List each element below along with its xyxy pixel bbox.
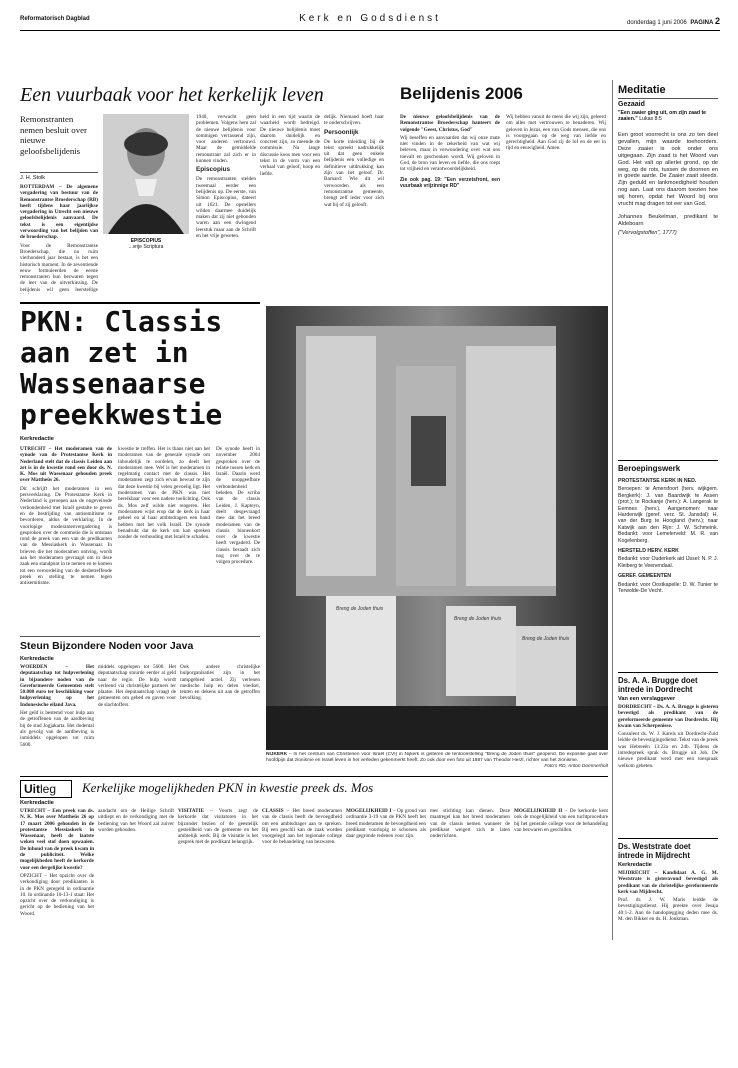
section-name: Kerk en Godsdienst — [299, 13, 441, 24]
classis-subheading: CLASSIS — [262, 808, 284, 814]
brugge-body: DORDRECHT – Ds. A. A. Brugge is gisteren bevestigd als predikant van de gereformeerde gemeente van Dordrecht. Hij kwam van Scherpenisse. Consulent ds. W. J. Karels uit Dordrecht-Zuid leidde de bevestigingsdienst. Tekst van de preek was Hebreeën 13:22a en 24b. Tijdens de intredepreek sprak ds. Brugge uit Job. De nieuwe predikant werd met een toespraak welkom geheten. — [618, 704, 718, 769]
weststrate-body: MIJDRECHT – Kandidaat A. G. M. Weststrate is gisteravond bevestigd als predikant van de christelijke gereformeerde kerk van Mijdrecht. Prof. dr. J. W. Maris leidde de bevestigingsdienst. Hij preekte over Jesaja 40:1-2. Aan de handoplegging deden mee ds. M. den Bikker en ds. H. Jonkman. — [618, 870, 718, 923]
java-top-rule — [20, 636, 260, 637]
pkn-beroep-heading: PROTESTANTSE KERK IN NED. — [618, 478, 697, 484]
sidebar-divider — [612, 80, 613, 940]
meditatie-rule — [618, 98, 718, 99]
belijdenis-source: Zie ook pag. 19: "Een verzetsfront, een vuurbaak vrijzinnige RD" — [400, 176, 500, 189]
portrait-caption — [103, 238, 189, 250]
sign-3: Breng de Joden thuis — [522, 636, 570, 642]
geref-heading: GEREF. GEMEENTEN — [618, 573, 672, 580]
mogelijkheid1-subheading: MOGELIJKHEID I — [346, 808, 392, 814]
belijdenis-column-2: Wij hebben vanuit de mens die wij zijn, geleerd om alles met vertrouwen te benaderen. Wij geloven in Jezus, een van Gods mensen, die ons is voorgegaan op de weg van liefde en gerechtigheid. Aan God zij de lof en de eer in tijd en eeuwigheid. Amen. — [506, 114, 606, 152]
episcopius-portrait — [103, 114, 189, 234]
article1-column-3: heid in een tijd waarin de waarheid wordt bedreigd. De nieuwe belijdenis moet daarom duidelijk en concreet zijn, zo meende de commissie. Na lange discussie koos men voor een tekst in de vorm van een verhaal van geloof, hoop en liefde. — [260, 114, 320, 177]
page-header — [20, 12, 720, 28]
beroep-heading: Beroepingswerk — [618, 460, 718, 473]
java-kicker: Kerkredactie — [20, 656, 54, 662]
sign-2: Breng de Joden thuis — [454, 616, 502, 622]
pkn-column-2: kwestie te treffen. Het is thans niet aan het moderamen van de generale synode om inhoudelijk te oordelen, zo deelt het moderamen mee. Wel is het moderamen in regelmatig contact met de classis. Het moderamen zegt zich ervan bewust te zijn dat deze kwestie bij velen gevoelig ligt. Het moderamen van de PKN was niet bereikbaar voor een nadere toelichting. Ook ds. Mos zelf wilde niet reageren. Het moderamen wijst erop dat de kerk in haar geheel en al haar ambtsdragers een band hebben met het volk Israël. De synode benadrukt dat de kerk om kan spreken zonder de verhouding met Israël te schaden. — [118, 446, 210, 541]
uitleg-column-6: met stichting kan dienen. Deze maatregel kan het breed moderamen van de classis nemen wanneer de predikant weigert zich te laten onderrichten. — [430, 808, 510, 840]
uitleg-lead: UTRECHT – Een preek van ds. N. K. Mos over Mattheüs 26 op 17 maart 2006 gehouden in de protestantse Messiaskerk in Wassenaar, heeft de laatste weken veel stof doen opwaaien. De inhoud van de preek kwam in de publiciteit. Welke mogelijkheden heeft de kerkorde voor een dergelijke kwestie? — [20, 808, 94, 871]
article1-lead: ROTTERDAM – De algemene vergadering van bestuur van de Remonstrantse Broederschap (RB) heeft tijdens haar jaarlijkse vergadering in Utrecht een nieuwe geloofsbelijdenis aanvaard. De tekst is een eigentijdse verwoording van het belijden van de broederschap. — [20, 184, 98, 241]
pkn-body: Dit schrijft het moderamen in een persverklaring. De Protestantse Kerk in Nederland is geroepen aan de ongeveinsde verbondenheid met Israël gestalte te geven en de bestrijding van antisemitisme te bevorderen, aldus de verklaring. In de voorlopige moderamenvergadering is gesproken over de commotie die is ontstaan rond de preek van een van de predikanten van de Messiaskerk in Wassenaar. In brieven die het moderamen ontving, wordt aan het moderamen gevraagd om in deze zaak een standpunt in te nemen en te komen tot een veroordeling van de desbetreffende preek en stelling te nemen tegen antisemitisme. — [20, 485, 112, 587]
pkn-column-3: De synode heeft in november 2004 gesproken over de relatie tussen kerk en Israël. Daarin werd de onopgeefbare verbondenheid beleden. De scriba van de classis Leiden, J. Kapteyn, deelt desgevraagd mee dat het breed moderamen van de classis binnenkort over de kwestie heeft vergaderd. De classis beraadt zich nog over de te volgen procedure. — [216, 446, 260, 566]
pkn-top-rule — [20, 302, 260, 304]
meditatie-quote: "Een zaaier ging uit, om zijn zaad te zaaien." Lukas 8:5 — [618, 110, 707, 123]
belijdenis-column-1: De nieuwe geloofsbelijdenis van de Remonstrantse Broederschap hanteert de volgende "Geest, Christus, God" Wij beseffen en aanvaarden dat wij onze mate niet vinden in de zekerheid van wat wij beleven, maar in verwondering over wat ons toevalt en geschonken wordt. Wij geloven in God, de bron van leven en liefde, die ons roept tot vrijheid en verantwoordelijkheid. Zie ook pag. 19: "Een verzetsfront, een vuurbaak vrijzinnige RD" — [400, 114, 500, 189]
java-column-1: WOERDEN – Het deputaatschap tot hulpverlening in bijzondere noden van de Gereformeerde Gemeenten stelt 50.000 euro ter beschikking voor hulpverlening op het Indonesische eiland Java. Het geld is bestemd voor hulp aan de getroffenen van de aardbeving bij de stad Jogjakarta. Het dodental als gevolg van de aardbeving is inmiddels opgelopen tot ruim 5600. — [20, 664, 94, 748]
article1-headline: Een vuurbaak voor het kerkelijk leven — [20, 84, 324, 106]
uitleg-column-5: MOGELIJKHEID I – Op grond van ordinantie 3-19 van de PKN heeft het breed moderamen de bevoegdheid een predikant voorlopig te schorsen als daar gegronde redenen voor zijn. — [346, 808, 426, 840]
persoonlijk-subheading: Persoonlijk — [324, 128, 359, 136]
portrait-image — [103, 114, 189, 234]
header-rule — [20, 30, 720, 31]
beroep-list: PROTESTANTSE KERK IN NED. Beroepen: te Amersfoort (herv. wijkgem. Bergkerk): J. van Baardwijk te Assen (prot.); te Rockanje (herv.): A. Langerak te Eemnes (herv.). Aangenomen: naar Harderwijk (geref. verz. St. Jansdal): H. van der Burg te Hoogland (herv.); naar Katwijk aan den Rijn: J. W. Schmeink. Bedankt: voor Lemelerveld: M. R. van Kogelenberg. HERSTELD HERV. KERK Bedankt: voor Ouderkerk aid IJssel: N. P. J. Kleiberg te Veenendaal. GEREF. GEMEENTEN Bedankt: voor Oostkapelle: D. W. Tunier te Terwolde-De Vecht. — [618, 478, 718, 595]
brugge-kicker: Van een verslaggever — [618, 696, 676, 702]
visitatie-subheading: VISITATIE — [178, 808, 205, 814]
pkn-kicker: Kerkredactie — [20, 436, 54, 442]
belijdenis-intro: De nieuwe geloofsbelijdenis van de Remonstrantse Broederschap hanteert de volgende "Geest, Christus, God" — [400, 114, 500, 133]
meditatie-body: Een groot voorrecht is ons zo ten deel gevallen, mijn waarde toehoorders. Deze zaaier is ook onder ons uitgegaan. Zijn zaad is het Woord van God. Het valt op allerlei grond, op de weg, op de rots, tussen de doornen en in goede aarde. De Zaaier zaait steeds. Zijn geduld en lankmoedigheid houden nog aan. Laat ons daarom toezien hoe wij horen, opdat het Woord bij ons vrucht mag dragen tot eer van God. Johannes Beukelman, predikant te Aldeboarn ("Vervolgstoffen", 1777) — [618, 132, 718, 236]
belijdenis-heading: Belijdenis 2006 — [400, 84, 523, 103]
pkn-lead: UTRECHT – Het moderamen van de synode van de Protestantse Kerk in Nederland stelt dat de classis Leiden aan zet is in de kwestie rond een door ds. N. K. Mos uit Wassenaar gehouden preek over Mattheüs 26. — [20, 446, 112, 484]
portrait-caption-name: EPISCOPIUS — [130, 238, 162, 244]
article1-column-4: delijk. Niemand hoeft haar te onderschrijven. Persoonlijk De korte inleiding bij de tekst spreekt nadrukkelijk uit dat geen enkele belijdenis een volledige en definitieve uitdrukking kan zijn van het geloof. Dr. Barnard: Wie dit wil verwoorden als een remonstrantse gemeente, brengt zelf ieder voor zich wat bij of zij gelooft. — [324, 114, 384, 208]
meditatie-ref: Lukas 8:5 — [639, 116, 662, 123]
meditatie-title: Gezaaid — [618, 101, 645, 108]
java-lead: WOERDEN – Het deputaatschap tot hulpverlening in bijzondere noden van de Gereformeerde Gemeenten stelt 50.000 euro ter beschikking voor hulpverlening op het Indonesische eiland Java. — [20, 664, 94, 708]
portrait-caption-sub: ...vrije Scriptura — [128, 244, 164, 250]
photo-credit: Foto's RD, Anton Dommerholt — [544, 764, 608, 769]
article1-subhead-rule — [20, 172, 98, 173]
uitleg-column-4: CLASSIS – Het breed moderamen van de classis heeft de bevoegdheid om een ambtsdrager aan te spreken. Bij een geschil kan de zaak worden voorgelegd aan het regionale college voor de behandeling van bezwaren. — [262, 808, 342, 846]
java-column-2: middels opgelopen tot 5600. Het deputaatschap stuurde eerder al geld naar de regio. De hulp wordt verleend via christelijke partners ter plaatse. Het deputaatschap vraagt de gemeenten om gebed en gaven voor de slachtoffers. — [98, 664, 176, 708]
uitleg-column-3: VISITATIE – Voorts zegt de kerkorde dat visitatoren in het bijzonder bezien of de geestelijk gesteldheid van de gemeente en het ambtelijk werk. Bij de visitatie is het gesprek met de predikant belangrijk. — [178, 808, 258, 846]
java-column-3: Ook andere christelijke hulporganisaties zijn in het rampgebied actief. Zij verlenen medische hulp en delen voedsel, tenten en dekens uit aan de getroffen bevolking. — [180, 664, 260, 702]
uitleg-badge: Uitleg — [20, 780, 72, 798]
brugge-heading: Ds. A. A. Brugge doet intrede in Dordrecht — [618, 672, 718, 694]
uitleg-top-rule — [20, 776, 608, 777]
hhk-heading: HERSTELD HERV. KERK — [618, 548, 679, 555]
exhibition-photo-image — [266, 306, 608, 750]
meditatie-heading: Meditatie — [618, 84, 666, 96]
article1-column-1 — [20, 184, 98, 294]
exhibition-photo-caption: NIJKERK – In het centrum van Christenen voor Israël (CVI) in Nijkerk is gisteren de tentoonstelling "Breng de Joden thuis" geopend. De expositie gaat over hoofdpijn dat zionisme en Israël leven in het verleden gekenmerkt heeft. Zo ook door een foto uit 1887 van Theodor Herzl, richter van het zionisme. Foto's RD, Anton Dommerholt — [266, 752, 608, 769]
belijdenis-box — [398, 84, 608, 296]
exhibition-photo — [266, 306, 608, 750]
weststrate-heading: Ds. Weststrate doet intrede in Mijdrecht — [618, 838, 718, 860]
article1-byline: J. H. Stolk — [20, 175, 46, 181]
meditatie-author: Johannes Beukelman, predikant te Aldeboarn — [618, 213, 718, 227]
uitleg-headline: Kerkelijke mogelijkheden PKN in kwestie preek ds. Mos — [82, 780, 374, 795]
weststrate-kicker: Kerkredactie — [618, 862, 652, 868]
uitleg-column-2: aandacht om de Heilige Schrift uitdiept en de verkondiging met de bediening van het Woord zal zuiver worden gehouden. — [98, 808, 174, 833]
meditatie-source: ("Vervolgstoffen", 1777) — [618, 229, 677, 236]
article1-body: Voor de Remonstrantse Broederschap, die nu ruim vierhonderd jaar bestaat, is het een historisch moment. In de zeventiende eeuw formuleerden de eerste remonstranten hun bezwaren tegen de leer van de uitverkiezing. De belijdenis wil geen leerstellige — [20, 242, 98, 293]
pkn-column-1 — [20, 446, 112, 632]
uitleg-kicker: Kerkredactie — [20, 800, 54, 806]
sign-1: Breng de Joden thuis — [336, 606, 384, 612]
publication-name: Reformatorisch Dagblad — [20, 16, 90, 22]
uitleg-column-1: UTRECHT – Een preek van ds. N. K. Mos over Mattheüs 26 op 17 maart 2006 gehouden in de protestantse Messiaskerk in Wassenaar, heeft de laatste weken veel stof doen opwaaien. De inhoud van de preek kwam in de publiciteit. Welke mogelijkheden heeft de kerkorde voor een dergelijke kwestie? OPZICHT – Het opzicht over de verkondiging door predikanten is in de PKN geregeld in ordinantie 10. In ordinantie 10-13-1 staat: Het opzicht over de verkondiging is gericht op de bediening van het Woord. — [20, 808, 94, 917]
java-headline: Steun Bijzondere Noden voor Java — [20, 640, 194, 652]
uitleg-column-7: MOGELIJKHEID II – De kerkorde kent ook de mogelijkheid van een tuchtprocedure bij het generale college voor de behandeling van bezwaren en geschillen. — [514, 808, 608, 833]
issue-date: donderdag 1 juni 2006 PAGINA 2 — [627, 16, 720, 26]
mogelijkheid2-subheading: MOGELIJKHEID II — [514, 808, 563, 814]
pkn-headline: PKN: Classis aan zet in Wassenaarse preekkwestie — [20, 305, 223, 431]
article1-subhead: Remonstranten nemen besluit over nieuwe geloofsbelijdenis — [20, 114, 87, 156]
episcopius-subheading: Episcopius — [196, 166, 231, 174]
article1-column-2: 1940, verwacht geen problemen. Volgens hem zal de nieuwe belijdenis voor sommigen verrassend zijn, voor anderen vertrouwd. Maar de gemiddelde remonstrant zal zich er in kunnen vinden. Episcopius De remonstranten stelden tweemaal eerder een belijdenis op. De eerste, van Simon Episcopius, dateert uit 1621. De opstellers wilden daarmee duidelijk maken dat zij niet gebonden waren aan een dwingend leerstuk maar aan de Schrift en het vrije geweten. — [196, 114, 256, 240]
